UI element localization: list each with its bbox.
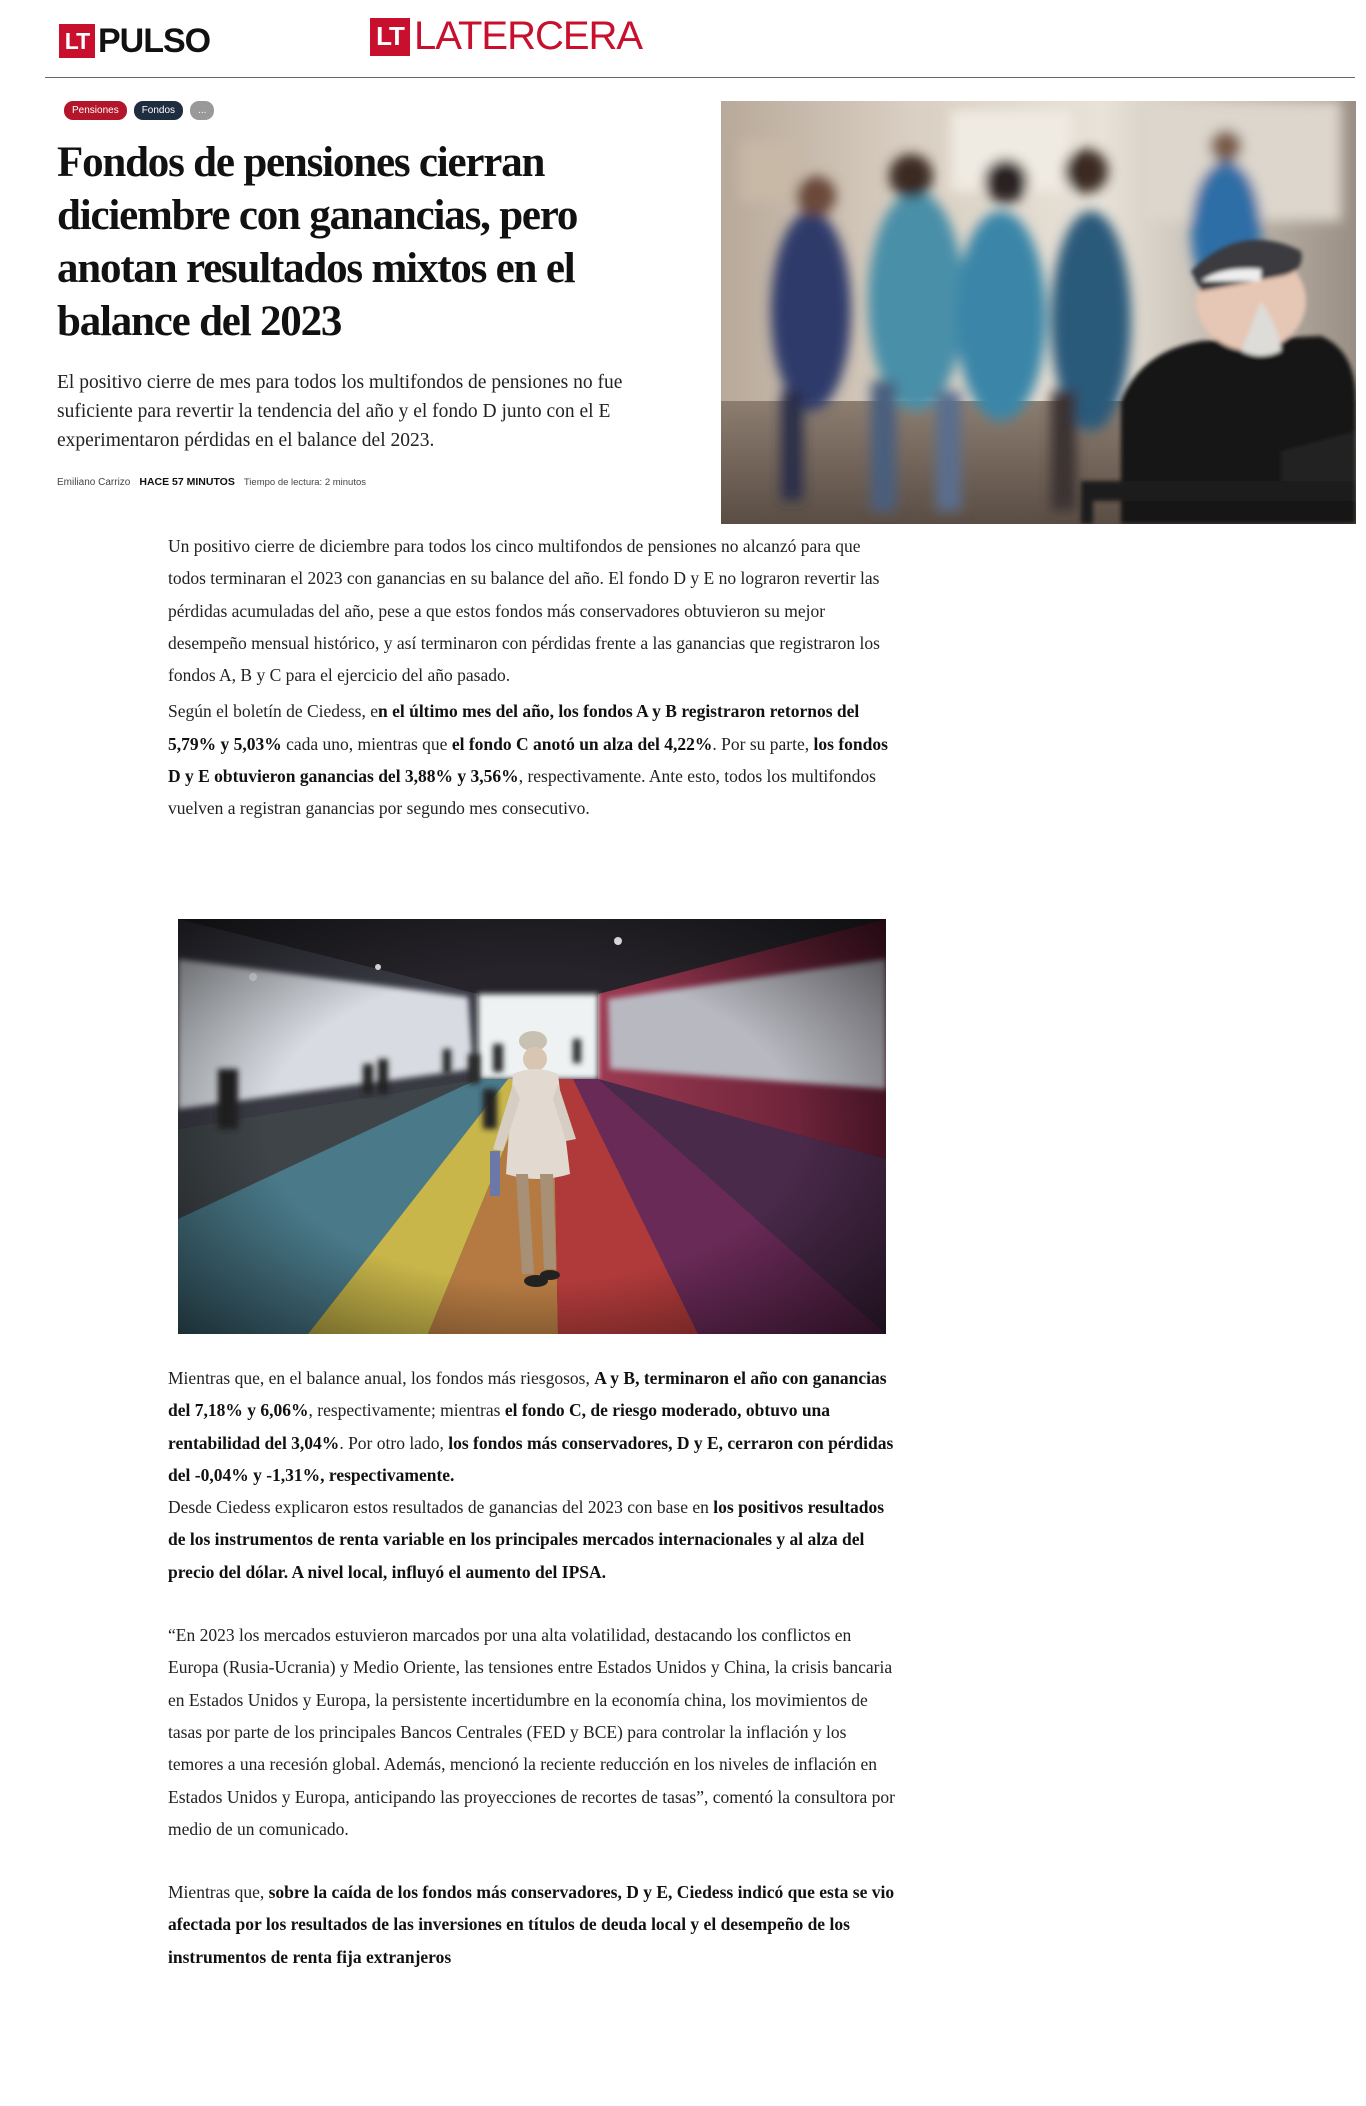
article-paragraph-3	[168, 1362, 898, 1491]
article-body-continued	[168, 1362, 898, 1973]
article-paragraph-6	[168, 1876, 898, 1973]
bold-text-segment: el fondo C anotó un alza del 4,22%	[451, 733, 713, 754]
bold-text-segment: el fondo C, de riesgo moderado, obtuvo una rentabilidad del 3,04%	[168, 1400, 831, 1453]
bold-text-segment: A y B, terminaron el año con ganancias del 7,18% y 6,06%	[168, 1368, 887, 1421]
article-paragraph-5: “En 2023 los mercados estuvieron marcados por una alta volatilidad, destacando los conflictos en Europa (Rusia-Ucrania) y Medio Oriente, las tensiones entre Estados Unidos y China, la crisis bancaria en Estados Unidos y Europa, la persistente incertidumbre en la economía china, los movimientos de tasas por parte de los principales Bancos Centrales (FED y BCE) para controlar la inflación y los temores a una recesión global. Además, mencionó la reciente reducción en los niveles de inflación en Estados Unidos y Europa, anticipando las proyecciones de recortes de tasas”, comentó la consultora por medio de un comunicado.	[168, 1625, 895, 1839]
text-segment: Mientras que, en el balance anual, los fondos más riesgosos,	[168, 1368, 595, 1388]
text-segment: Mientras que,	[168, 1882, 269, 1903]
tunnel-photo	[178, 919, 886, 1334]
reading-time: Tiempo de lectura: 2 minutos	[243, 477, 367, 488]
site-header	[45, 0, 1355, 78]
publish-time: HACE 57 MINUTOS	[139, 476, 235, 488]
text-segment: , respectivamente; mientras	[308, 1400, 505, 1421]
tag-pensiones[interactable]: Pensiones	[64, 101, 127, 120]
latercera-logo-box: LT	[370, 18, 410, 56]
author-name[interactable]: Emiliano Carrizo	[57, 477, 131, 488]
article-paragraph-4	[168, 1491, 898, 1588]
text-segment: Según el boletín de Ciedess, e	[168, 701, 378, 722]
article-dek: El positivo cierre de mes para todos los multifondos de pensiones no fue suficiente para revertir la tendencia del año y el fondo D junto con el E experimentaron pérdidas en el balance del 2023.	[57, 372, 623, 451]
text-segment: . Por su parte,	[712, 733, 814, 754]
article-body	[168, 530, 898, 825]
bold-text-segment: los fondos más conservadores, D y E, cerraron con pérdidas del -0,04% y -1,31%, respectivamente.	[168, 1432, 894, 1485]
article-headline: Fondos de pensiones cierran diciembre con ganancias, pero anotan resultados mixtos en el balance del 2023	[57, 139, 578, 345]
text-segment: . Por otro lado,	[339, 1432, 449, 1453]
tag-more[interactable]: ...	[190, 101, 214, 120]
hero-photo-illustration	[721, 101, 1356, 524]
latercera-logo-text: LATERCERA	[414, 14, 643, 58]
hero-image	[721, 101, 1356, 524]
text-segment: Desde Ciedess explicaron estos resultados de ganancias del 2023 con base en	[168, 1497, 714, 1518]
tag-fondos[interactable]: Fondos	[134, 101, 183, 120]
tunnel-photo-illustration	[178, 919, 886, 1334]
bold-text-segment: los positivos resultados de los instrumentos de renta variable en los principales mercados internacionales y al alza del precio del dólar. A nivel local, influyó el aumento del IPSA.	[168, 1497, 885, 1582]
text-segment: , respectivamente. Ante esto, todos los multifondos vuelven a registran ganancias por segundo mes consecutivo.	[168, 766, 876, 819]
pulso-logo[interactable]	[59, 22, 210, 60]
article-paragraph-1: Un positivo cierre de diciembre para todos los cinco multifondos de pensiones no alcanzó para que todos terminaran el 2023 con ganancias en su balance del año. El fondo D y E no lograron revertir las pérdidas acumuladas del año, pese a que estos fondos más conservadores obtuvieron su mejor desempeño mensual histórico, y así terminaron con pérdidas frente a las ganancias que registraron los fondos A, B y C para el ejercicio del año pasado.	[168, 536, 880, 686]
bold-text-segment: los fondos D y E obtuvieron ganancias del 3,88% y 3,56%	[168, 733, 888, 787]
bold-text-segment: sobre la caída de los fondos más conservadores, D y E, Ciedess indicó que esta se vio afectada por los resultados de las inversiones en títulos de deuda local y el desempeño de los instrumentos de renta fija extranjeros	[168, 1882, 895, 1967]
article-tags	[64, 101, 214, 120]
text-segment: cada uno, mientras que	[281, 733, 452, 754]
pulso-logo-box: LT	[59, 24, 95, 58]
bold-text-segment: n el último mes del año, los fondos A y B registraron retornos del 5,79% y 5,03%	[168, 701, 860, 754]
pulso-logo-text: PULSO	[98, 21, 211, 60]
byline	[57, 476, 366, 488]
article-paragraph-2	[168, 695, 898, 824]
latercera-logo[interactable]	[370, 14, 642, 59]
